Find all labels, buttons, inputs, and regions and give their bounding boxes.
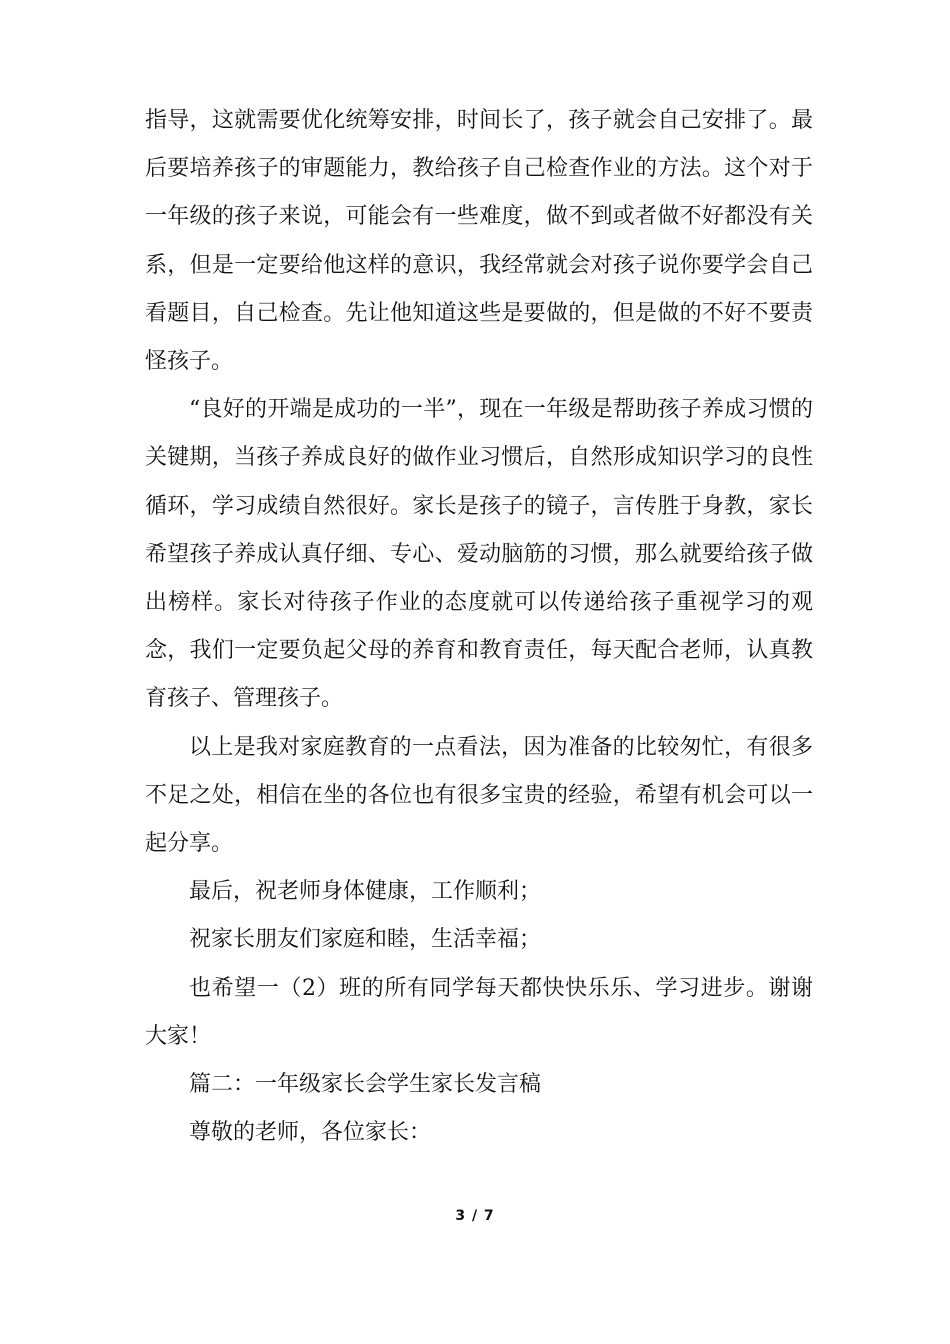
paragraph-wish-teachers: 最后，祝老师身体健康，工作顺利； bbox=[189, 879, 542, 905]
paragraph-closing-remarks: 以上是我对家庭教育的一点看法，因为准备的比较匆忙，有很多不足之处，相信在坐的各位也有很多宝贵的经验，希望有机会可以一起分享。 bbox=[145, 734, 813, 857]
paragraph-wish-parents: 祝家长朋友们家庭和睦，生活幸福； bbox=[189, 927, 542, 953]
paragraph-continued: 指导，这就需要优化统筹安排，时间长了，孩子就会自己安排了。最后要培养孩子的审题能力，教给孩子自己检查作业的方法。这个对于一年级的孩子来说，可能会有一些难度，做不到或者做不好都没有关系，但是一定要给他这样的意识，我经常就会对孩子说你要学会自己看题目，自己检查。先让他知道这些是要做的，但是做的不好不要责怪孩子。 bbox=[145, 108, 813, 375]
paragraph-wish-students: 也希望一（2）班的所有同学每天都快快乐乐、学习进步。谢谢大家！ bbox=[145, 975, 813, 1049]
paragraph-good-start: “良好的开端是成功的一半”，现在一年级是帮助孩子养成习惯的关键期，当孩子养成良好的做作业习惯后，自然形成知识学习的良性循环，学习成绩自然很好。家长是孩子的镜子，言传胜于身教，家长希望孩子养成认真仔细、专心、爱动脑筋的习惯，那么就要给孩子做出榜样。家长对待孩子作业的态度就可以传递给孩子重视学习的观念，我们一定要负起父母的养育和教育责任，每天配合老师，认真教育孩子、管理孩子。 bbox=[145, 397, 813, 712]
salutation: 尊敬的老师，各位家长： bbox=[189, 1120, 432, 1146]
section-heading: 篇二：一年级家长会学生家长发言稿 bbox=[189, 1072, 542, 1098]
page-number: 3 / 7 bbox=[455, 1208, 495, 1224]
document-body bbox=[145, 97, 813, 1157]
